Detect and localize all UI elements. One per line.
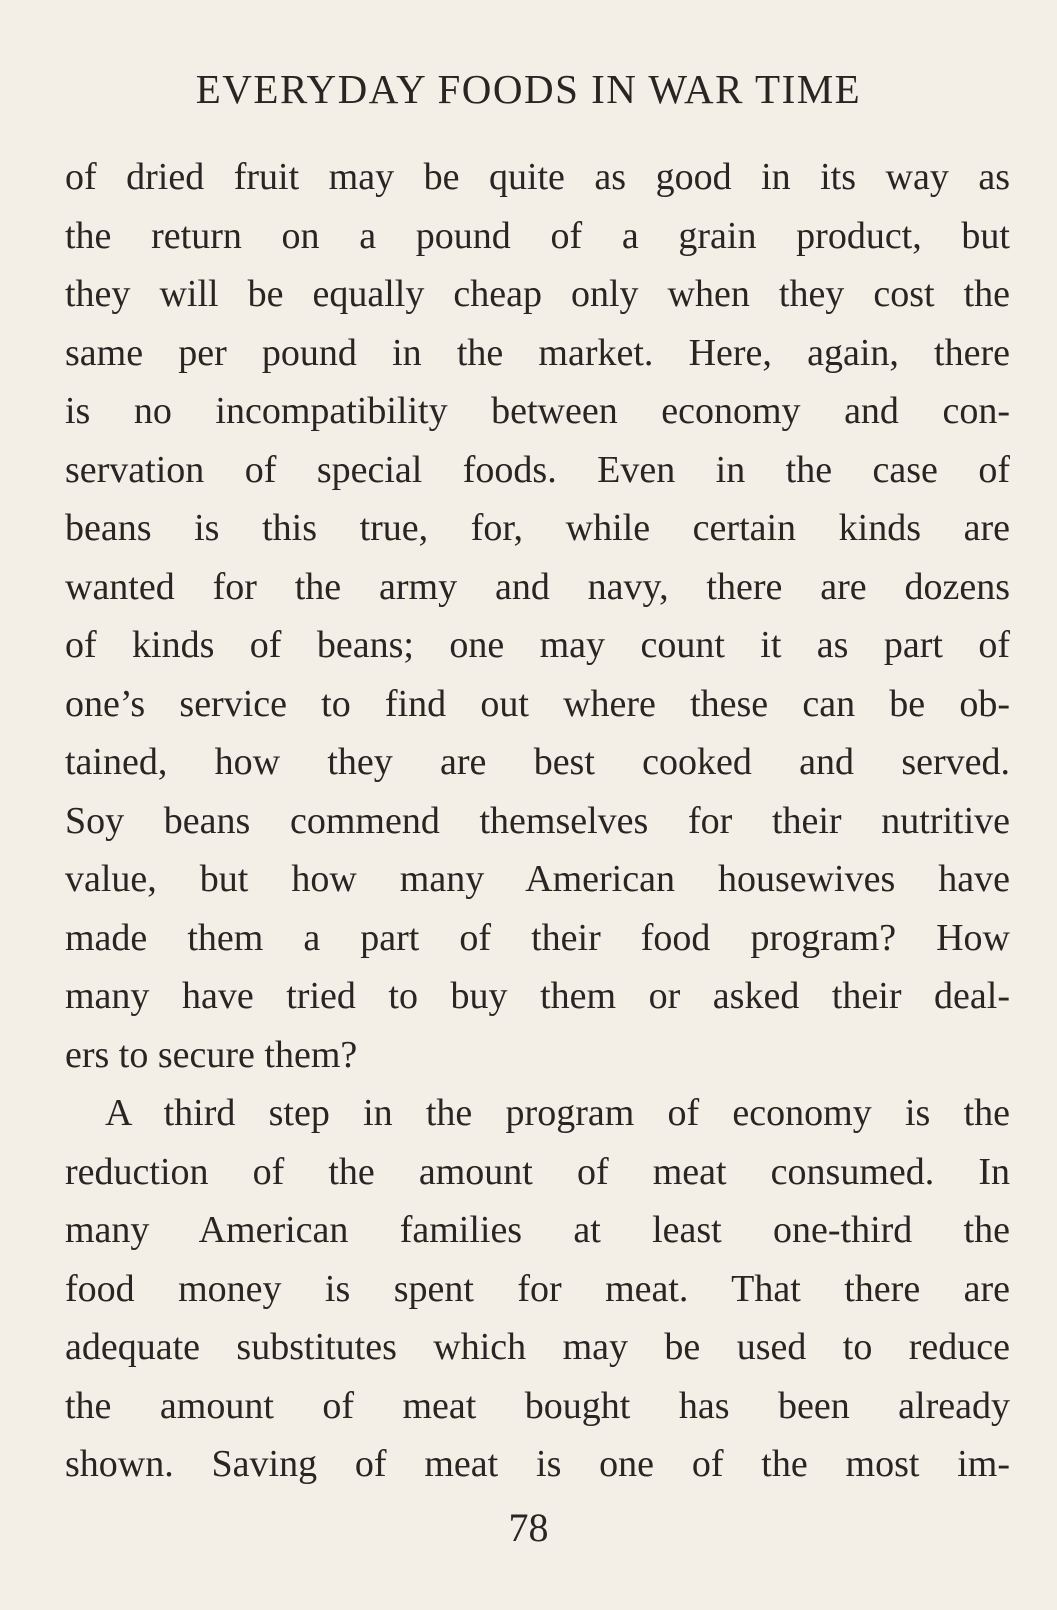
text-line: many American families at least one-third the: [65, 1209, 1010, 1251]
page-number: 78: [508, 1505, 549, 1550]
text-line: ers to secure them?: [65, 1033, 358, 1076]
text-line: Soy beans commend themselves for their nutritive: [65, 799, 1010, 842]
text-line: of dried fruit may be quite as good in its way as: [65, 156, 1010, 198]
running-head: EVERYDAY FOODS IN WAR TIME: [195, 66, 862, 112]
paragraph: [65, 1084, 1010, 1494]
text-line: one’s service to find out where these can be ob-: [65, 682, 1010, 725]
text-line: the amount of meat bought has been already: [65, 1384, 1010, 1427]
text-line: A third step in the program of economy is the: [105, 1092, 1010, 1134]
text-line: beans is this true, for, while certain kinds are: [65, 507, 1010, 549]
text-line: the return on a pound of a grain product, but: [65, 214, 1010, 257]
text-line: servation of special foods. Even in the case of: [65, 448, 1010, 491]
text-line: tained, how they are best cooked and served.: [65, 741, 1010, 783]
text-line: wanted for the army and navy, there are dozens: [65, 565, 1010, 608]
text-line: adequate substitutes which may be used to reduce: [65, 1326, 1010, 1368]
text-line: many have tried to buy them or asked their deal-: [65, 975, 1010, 1017]
text-line: same per pound in the market. Here, again, there: [65, 331, 1010, 374]
text-line: of kinds of beans; one may count it as part of: [65, 624, 1010, 666]
text-line: they will be equally cheap only when they cost the: [65, 273, 1010, 315]
text-line: made them a part of their food program? How: [65, 916, 1010, 959]
paragraph: [65, 148, 1010, 1084]
body-text: [65, 148, 1010, 1494]
text-line: shown. Saving of meat is one of the most im-: [65, 1443, 1010, 1485]
text-line: food money is spent for meat. That there are: [65, 1267, 1010, 1310]
text-line: reduction of the amount of meat consumed. In: [65, 1150, 1010, 1193]
text-line: value, but how many American housewives have: [65, 858, 1010, 900]
text-line: is no incompatibility between economy and con-: [65, 390, 1010, 432]
